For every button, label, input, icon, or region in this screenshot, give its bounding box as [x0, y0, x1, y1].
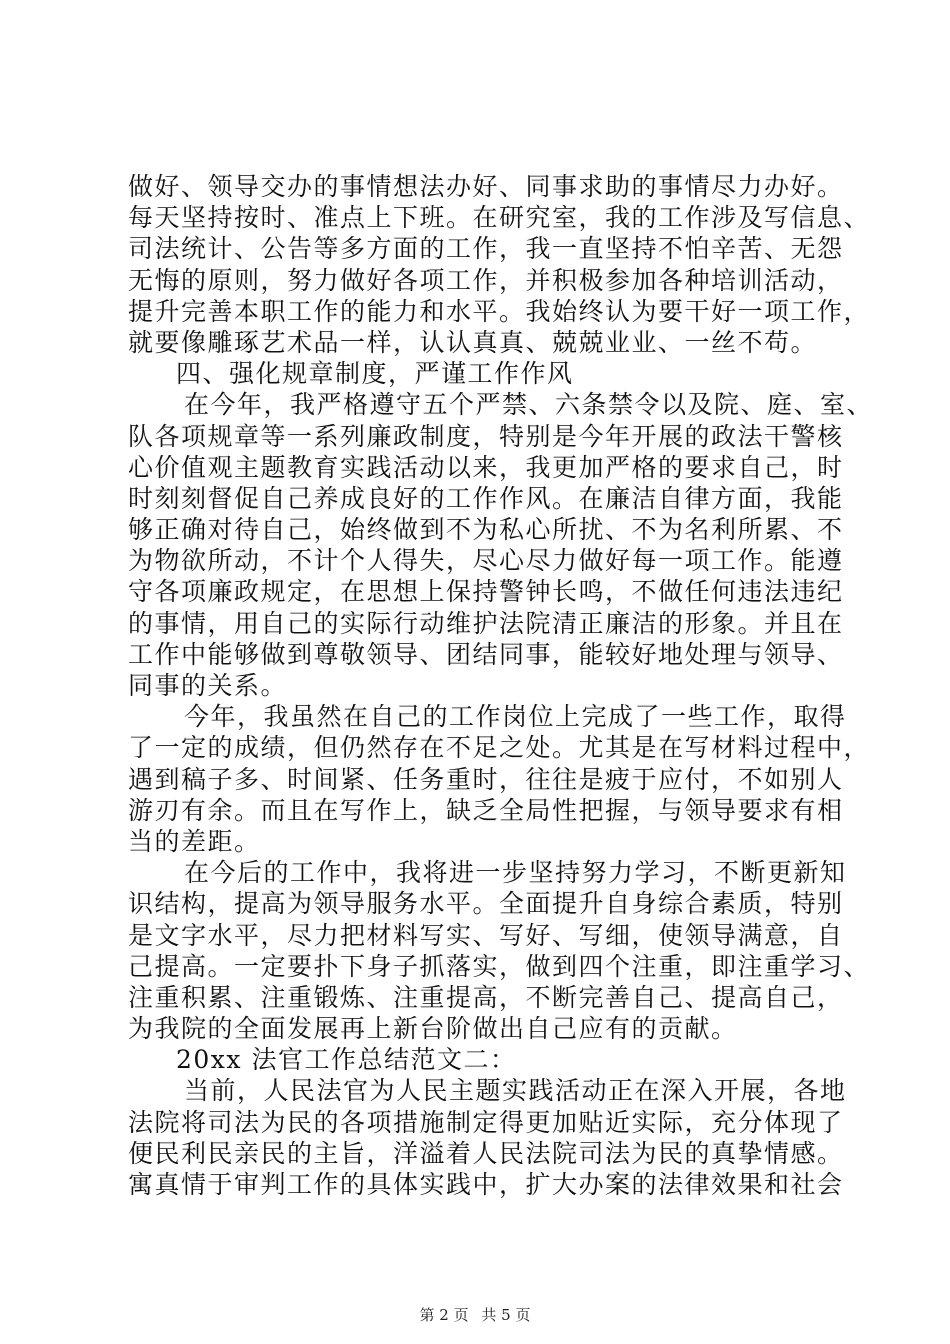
text-line: 己提高。一定要扑下身子抓落实，做到四个注重，即注重学习、 [128, 951, 871, 981]
text-line: 时刻刻督促自己养成良好的工作作风。在廉洁自律方面，我能 [128, 483, 844, 513]
text-line: 同事的关系。 [128, 671, 288, 700]
text-line: 够正确对待自己，始终做到不为私心所扰、不为名利所累、不 [128, 515, 844, 545]
page-number: 第 2 页 [419, 1306, 469, 1324]
page-total: 共 5 页 [481, 1306, 531, 1324]
text-line: 守各项廉政规定，在思想上保持警钟长鸣，不做任何违法违纪 [128, 577, 844, 607]
text-line: 遇到稿子多、时间紧、任务重时，往往是疲于应付，不如别人 [128, 764, 844, 794]
text-line: 寓真情于审判工作的具体实践中，扩大办案的法律效果和社会 [128, 1170, 844, 1199]
text-line: 在今后的工作中，我将进一步坚持努力学习，不断更新知 [184, 858, 847, 888]
text-line: 了一定的成绩，但仍然存在不足之处。尤其是在写材料过程中， [128, 733, 871, 763]
section-heading: 20xx 法官工作总结范文二： [176, 1045, 517, 1075]
text-line: 心价值观主题教育实践活动以来，我更加严格的要求自己，时 [128, 452, 844, 482]
text-line: 今年，我虽然在自己的工作岗位上完成了一些工作，取得 [184, 702, 847, 732]
text-line: 每天坚持按时、准点上下班。在研究室，我的工作涉及写信息、 [128, 203, 871, 233]
text-line: 工作中能够做到尊敬领导、团结同事，能较好地处理与领导、 [128, 639, 844, 669]
text-line: 做好、领导交办的事情想法办好、同事求助的事情尽力办好。 [128, 172, 844, 201]
text-line: 提升完善本职工作的能力和水平。我始终认为要干好一项工作， [128, 296, 871, 326]
text-line: 法院将司法为民的各项措施制定得更加贴近实际，充分体现了 [128, 1107, 844, 1137]
text-line: 为我院的全面发展再上新台阶做出自己应有的贡献。 [128, 1014, 738, 1044]
text-line: 队各项规章等一系列廉政制度，特别是今年开展的政法干警核 [128, 421, 844, 451]
page-footer [0, 1304, 950, 1325]
text-line: 在今年，我严格遵守五个严禁、六条禁令以及院、庭、室、 [184, 390, 874, 420]
text-line: 注重积累、注重锻炼、注重提高，不断完善自己、提高自己， [128, 982, 844, 1012]
text-line: 游刃有余。而且在写作上，缺乏全局性把握，与领导要求有相 [128, 795, 844, 825]
text-line: 是文字水平，尽力把材料写实、写好、写细，使领导满意，自 [128, 920, 844, 950]
text-line: 便民利民亲民的主旨，洋溢着人民法院司法为民的真挚情感。 [128, 1138, 844, 1168]
text-line: 当前，人民法官为人民主题实践活动正在深入开展，各地 [184, 1076, 847, 1106]
section-heading: 四、强化规章制度，严谨工作作风 [176, 359, 574, 389]
body-text [128, 171, 874, 1200]
text-line: 就要像雕琢艺术品一样，认认真真、兢兢业业、一丝不苟。 [128, 327, 818, 357]
text-line: 的事情，用自己的实际行动维护法院清正廉洁的形象。并且在 [128, 608, 844, 638]
text-line: 为物欲所动，不计个人得失，尽心尽力做好每一项工作。能遵 [128, 546, 844, 576]
text-line: 当的差距。 [128, 826, 261, 856]
text-line: 识结构，提高为领导服务水平。全面提升自身综合素质，特别 [128, 889, 844, 919]
text-line: 司法统计、公告等多方面的工作，我一直坚持不怕辛苦、无怨 [128, 234, 844, 264]
text-line: 无悔的原则，努力做好各项工作，并积极参加各种培训活动， [128, 265, 844, 295]
